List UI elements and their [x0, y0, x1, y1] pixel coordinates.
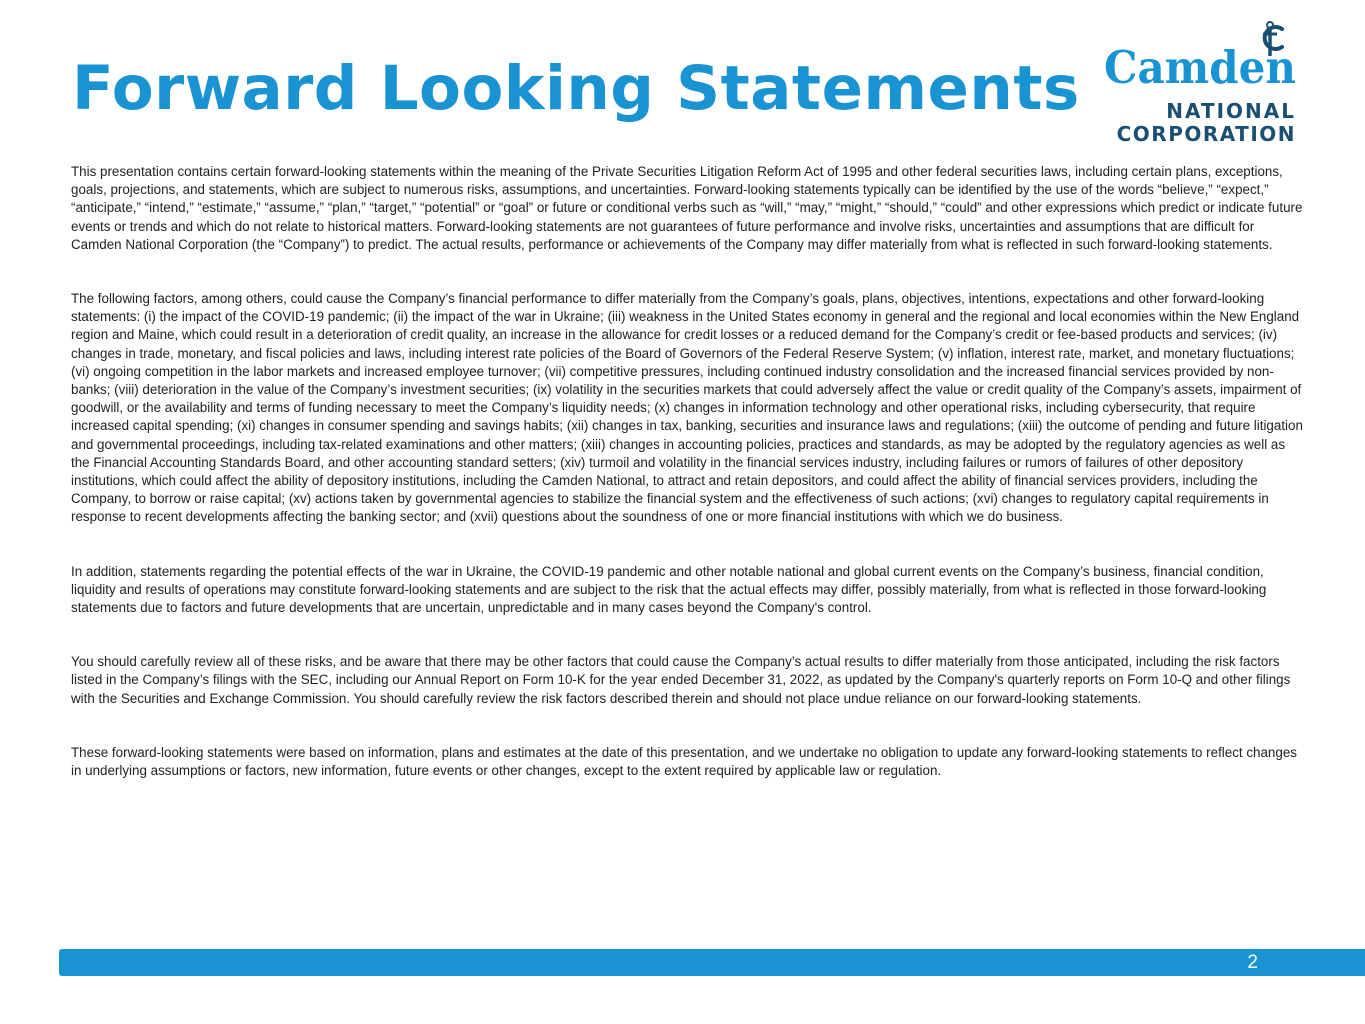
- logo-line-national: NATIONAL: [1166, 99, 1296, 123]
- company-logo: [1100, 20, 1300, 148]
- logo-wordmark: Camden: [1104, 41, 1296, 94]
- paragraph-intro: This presentation contains certain forward-looking statements within the meaning of the Private Securities Litigation Reform Act of 1995 and other federal securities laws, including certain plans, exceptions, goals, projections, and statements, which are subject to numerous risks, assumptions, and uncertainties. Forward-looking statements typically can be identified by the use of the words “believe,” “expect,” “anticipate,” “intend,” “estimate,” “assume,” “plan,” “target,” “potential” or “goal” or future or conditional verbs such as “will,” “may,” “might,” “should,” “could” and other expressions which predict or indicate future events or trends and which do not relate to historical matters. Forward-looking statements are not guarantees of future performance and involve risks, uncertainties and assumptions that are difficult for Camden National Corporation (the “Company”) to predict. The actual results, performance or achievements of the Company may differ materially from what is reflected in such forward-looking statements.: [71, 164, 1303, 252]
- page-title: Forward Looking Statements: [72, 53, 1080, 124]
- page-number: 2: [1247, 952, 1258, 973]
- logo-line-corporation: CORPORATION: [1116, 122, 1296, 146]
- paragraph-risk-factors: The following factors, among others, could cause the Company’s financial performance to differ materially from the Company’s goals, plans, objectives, intentions, expectations and other forward-looking statements: (i) the impact of the COVID-19 pandemic; (ii) the impact of the war in Ukraine; (iii) weakness in the United States economy in general and the regional and local economies within the New England region and Maine, which could result in a deterioration of credit quality, an increase in the allowance for credit losses or a reduced demand for the Company’s credit or fee-based products and services; (iv) changes in trade, monetary, and fiscal policies and laws, including interest rate policies of the Board of Governors of the Federal Reserve System; (v) inflation, interest rate, market, and monetary fluctuations; (vi) ongoing competition in the labor markets and increased employee turnover; (vii) competitive pressures, including continued industry consolidation and the increased financial services provided by non-banks; (viii) deterioration in the value of the Company’s investment securities; (ix) volatility in the securities markets that could adversely affect the value or credit quality of the Company’s assets, impairment of goodwill, or the availability and terms of funding necessary to meet the Company’s liquidity needs; (x) changes in information technology and other operational risks, including cybersecurity, that require increased capital spending; (xi) changes in consumer spending and savings habits; (xii) changes in tax, banking, securities and insurance laws and regulations; (xiii) the outcome of pending and future litigation and governmental proceedings, including tax-related examinations and other matters; (xiii) changes in accounting policies, practices and standards, as may be adopted by the regulatory agencies as well as the Financial Accounting Standards Board, and other accounting standard setters; (xiv) turmoil and volatility in the financial services industry, including failures or rumors of failures of other depository institutions, which could affect the ability of depository institutions, including the Camden National, to attract and retain depositors, and could affect the ability of financial services providers, including the Company, to borrow or raise capital; (xv) actions taken by governmental agencies to stabilize the financial system and the effectiveness of such actions; (xvi) changes to regulatory capital requirements in response to recent developments affecting the banking sector; and (xvii) questions about the soundness of one or more financial institutions with which we do business.: [71, 291, 1303, 525]
- camden-logo-graphic: [1100, 20, 1300, 148]
- paragraph-no-obligation: These forward-looking statements were based on information, plans and estimates at the date of this presentation, and we undertake no obligation to update any forward-looking statements to reflect changes in underlying assumptions or factors, new information, future events or other changes, except to the extent required by applicable law or regulation.: [71, 744, 1297, 779]
- paragraph-current-events: In addition, statements regarding the potential effects of the war in Ukraine, the COVID-19 pandemic and other notable national and global current events on the Company’s business, financial condition, liquidity and results of operations may constitute forward-looking statements and are subject to the risk that the actual effects may differ, possibly materially, from what is reflected in those forward-looking statements due to factors and future developments that are uncertain, unpredictable and in many cases beyond the Company's control.: [71, 563, 1267, 616]
- disclaimer-body: [71, 163, 1303, 816]
- paragraph-sec-filings: You should carefully review all of these risks, and be aware that there may be other factors that could cause the Company’s actual results to differ materially from those anticipated, including the risk factors listed in the Company’s filings with the SEC, including our Annual Report on Form 10-K for the year ended December 31, 2022, as updated by the Company's quarterly reports on Form 10-Q and other filings with the Securities and Exchange Commission. You should carefully review the risk factors described therein and should not place undue reliance on our forward-looking statements.: [71, 654, 1291, 706]
- footer-bar: [59, 949, 1365, 976]
